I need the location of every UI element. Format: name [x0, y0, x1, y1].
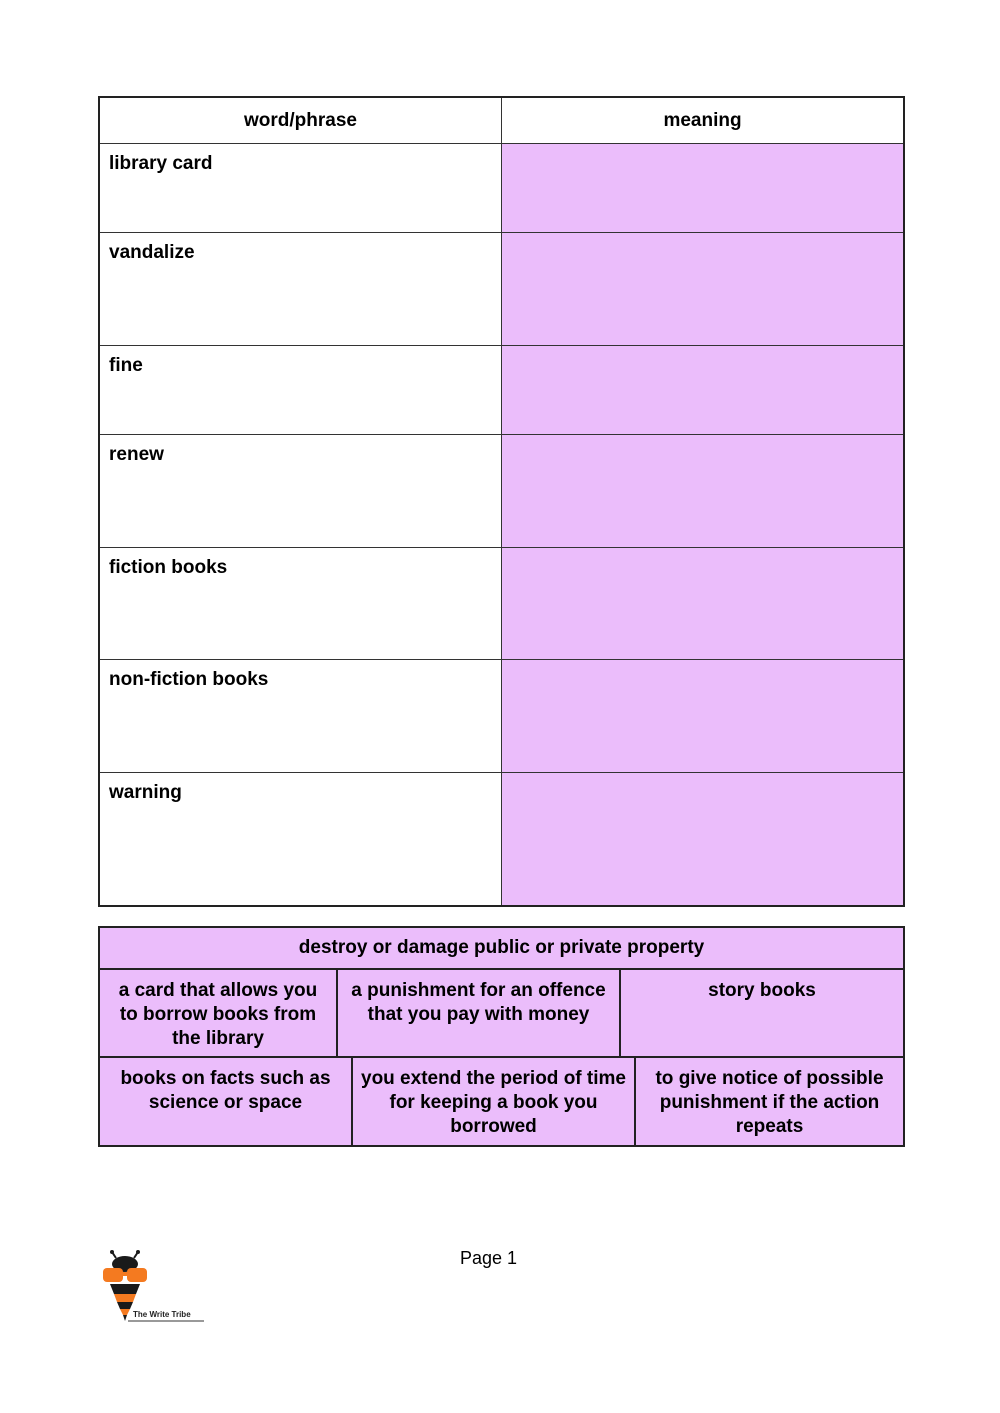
word-cell: library card	[100, 144, 502, 233]
meaning-drop-zone[interactable]	[502, 773, 903, 905]
word-cell: vandalize	[100, 233, 502, 346]
meaning-drop-zone[interactable]	[502, 435, 903, 548]
page-number: Page 1	[460, 1248, 518, 1268]
word-cell: fine	[100, 346, 502, 435]
header-meaning: meaning	[502, 98, 903, 144]
answer-card[interactable]: a card that allows you to borrow books from the library	[100, 970, 338, 1056]
answer-card[interactable]: a punishment for an offence that you pay with money	[338, 970, 621, 1056]
meaning-drop-zone[interactable]	[502, 346, 903, 435]
logo-underline	[98, 1250, 208, 1325]
answer-card[interactable]: story books	[708, 980, 816, 1001]
word-cell: warning	[100, 773, 502, 905]
word-cell: non-fiction books	[100, 660, 502, 773]
write-tribe-logo	[98, 1250, 208, 1325]
vocabulary-table	[98, 96, 905, 907]
word-cell: fiction books	[100, 548, 502, 660]
header-word-phrase: word/phrase	[100, 98, 502, 144]
answer-card[interactable]: destroy or damage public or private property	[298, 937, 705, 958]
answer-row	[100, 970, 903, 1058]
logo-text: The Write Tribe	[133, 1310, 191, 1319]
answer-card[interactable]: books on facts such as science or space	[100, 1058, 353, 1145]
meaning-drop-zone[interactable]	[502, 144, 903, 233]
meaning-drop-zone[interactable]	[502, 660, 903, 773]
answer-card[interactable]: to give notice of possible punishment if the action repeats	[655, 1068, 884, 1137]
answer-row	[100, 1058, 903, 1145]
answer-card[interactable]: you extend the period of time for keeping a book you borrowed	[353, 1058, 636, 1145]
meaning-drop-zone[interactable]	[502, 548, 903, 660]
answer-row	[100, 928, 903, 970]
meaning-drop-zone[interactable]	[502, 233, 903, 346]
answer-bank	[98, 926, 905, 1147]
word-cell: renew	[100, 435, 502, 548]
